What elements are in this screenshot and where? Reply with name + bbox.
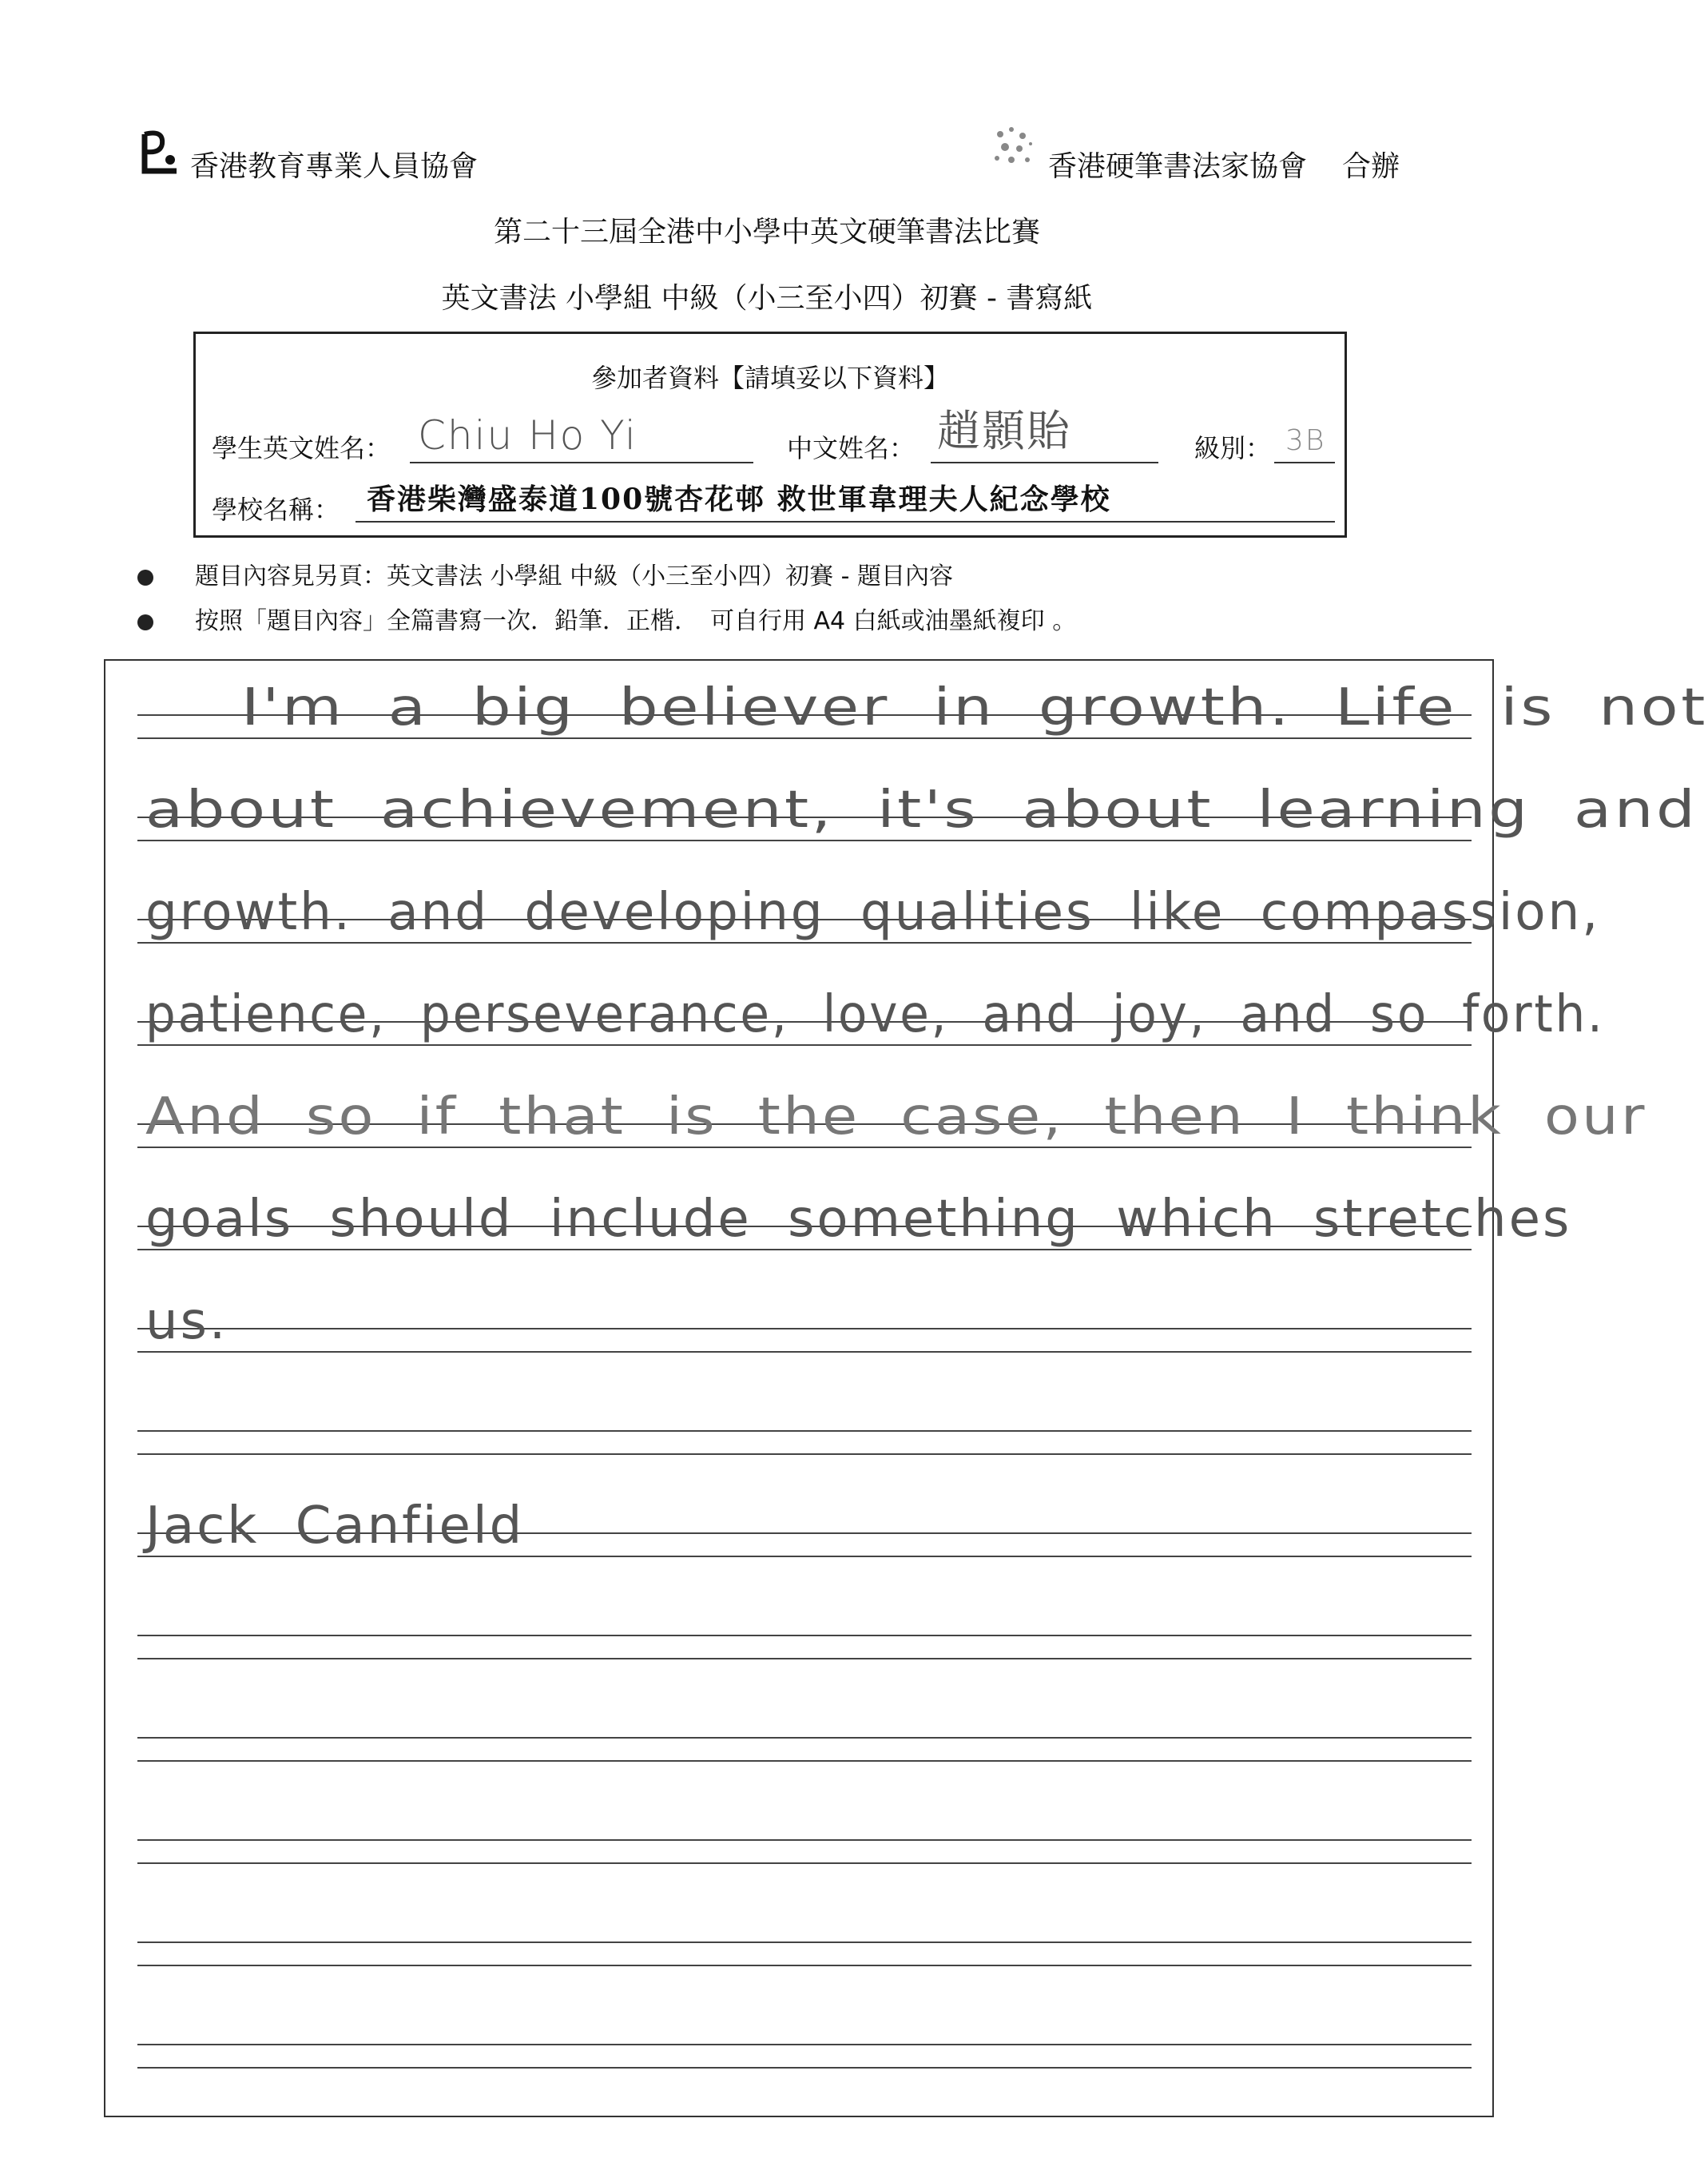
chinese-name-value: 趙顥貽 [937,406,1071,456]
org-right-name: 香港硬筆書法家協會 [1048,150,1308,183]
competition-title: 第二十三屆全港中小學中英文硬筆書法比賽 [493,216,1040,248]
org-left-name: 香港教育專業人員協會 [190,150,479,183]
handwriting-line-6: goals should include something which stretches [145,1190,1572,1249]
chinese-name-label: 中文姓名： [787,433,916,463]
co-organize-label: 合辦 [1342,150,1400,183]
handwriting-line-3: growth. and developing qualities like compassion, [145,883,1601,942]
instruction-text-1: 題目內容見另頁：英文書法 小學組 中級（小三至小四）初賽 - 題目內容 [195,562,953,590]
school-label: 學校名稱： [212,495,340,525]
chinese-name-field[interactable] [931,407,1158,463]
participant-info-box [193,332,1347,538]
school-field[interactable] [356,476,1335,523]
instruction-item-2 [137,601,1076,636]
class-label: 級別： [1194,433,1272,463]
class-field[interactable] [1274,414,1335,463]
bullet-icon [137,570,153,586]
handwriting-line-4: patience, perseverance, love, and joy, and so forth. [145,985,1605,1044]
handwriting-line-5: And so if that is the case, then I think our [145,1087,1647,1147]
school-value: 香港柴灣盛泰道100號杏花邨 救世軍韋理夫人紀念學校 [367,483,1111,516]
instruction-item-1 [137,556,953,591]
logo-left [140,128,181,177]
handwriting-line-7: us. [145,1292,228,1351]
writing-sheet [104,659,1708,2117]
handwriting-signature: Jack Canfield [145,1496,525,1556]
handwriting-line-1: I'm a big believer in growth. Life is not [241,678,1708,737]
participant-info-heading: 參加者資料【請填妥以下資料】 [590,363,949,393]
english-name-label: 學生英文姓名： [212,433,391,463]
instruction-text-2: 按照「題目內容」全篇書寫一次．鉛筆．正楷． 可自行用 A4 白紙或油墨紙複印 。 [195,607,1077,635]
logo-right-seal [984,120,1040,173]
english-name-field[interactable] [410,414,753,463]
handwriting-line-2: about achievement, it's about learning and [145,781,1698,840]
bullet-icon [137,614,153,630]
class-value: 3B [1285,424,1326,457]
sheet-subtitle: 英文書法 小學組 中級（小三至小四）初賽 - 書寫紙 [441,282,1093,315]
english-name-value: Chiu Ho Yi [418,412,638,459]
